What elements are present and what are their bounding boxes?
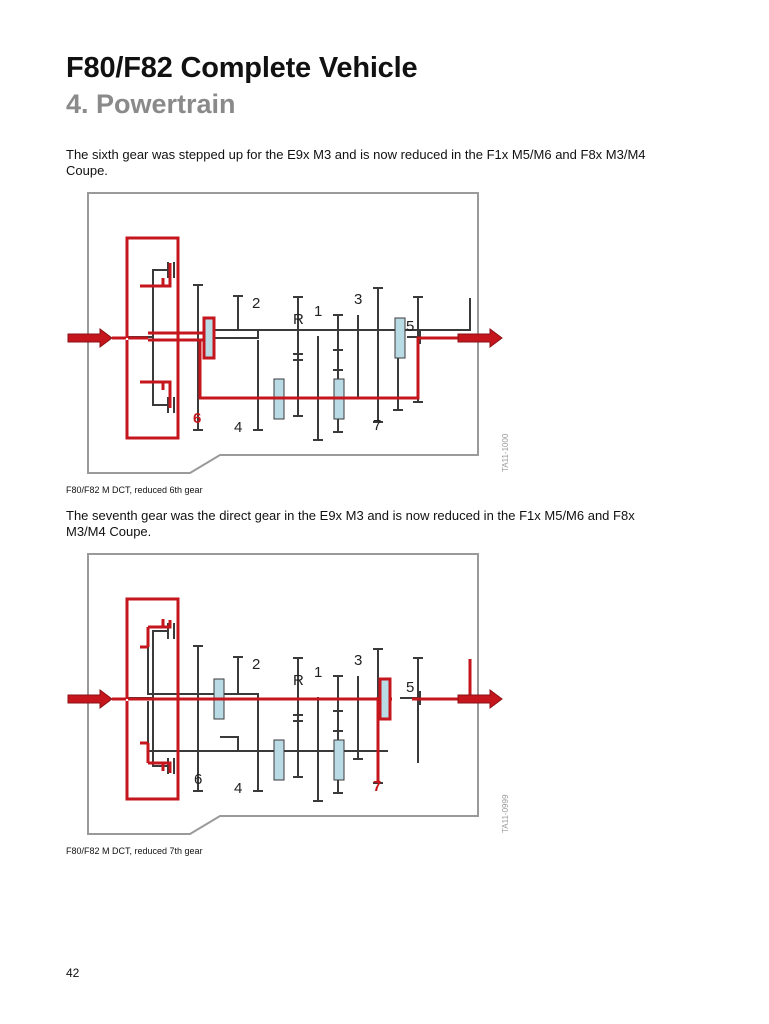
sync-sleeve bbox=[395, 318, 405, 358]
gear-label-2: 2 bbox=[252, 295, 261, 312]
diagram-reduced-7th-gear bbox=[60, 551, 520, 846]
gear-label-1: 1 bbox=[314, 664, 323, 681]
input-arrow bbox=[68, 329, 112, 347]
input-arrow bbox=[68, 690, 112, 708]
page-number: 42 bbox=[66, 966, 80, 980]
figure-caption-6th-gear: F80/F82 M DCT, reduced 6th gear bbox=[66, 485, 203, 495]
gear-label-2: 2 bbox=[252, 656, 261, 673]
diagram-reduced-6th-gear bbox=[60, 190, 520, 485]
output-arrow bbox=[458, 329, 502, 347]
gear-label-r: R bbox=[293, 311, 304, 328]
sync-sleeve-active bbox=[380, 679, 390, 719]
paragraph-sixth-gear: The sixth gear was stepped up for the E9x M3 and is now reduced in the F1x M5/M6 and F8x M3/M4 Coupe. bbox=[66, 147, 646, 178]
gear-label-6: 6 bbox=[193, 410, 202, 427]
gear-label-4: 4 bbox=[234, 780, 243, 797]
sync-sleeve bbox=[334, 740, 344, 780]
figure-caption-7th-gear: F80/F82 M DCT, reduced 7th gear bbox=[66, 846, 203, 856]
gear-label-5: 5 bbox=[406, 318, 415, 335]
output-arrow bbox=[458, 690, 502, 708]
gear-label-4: 4 bbox=[234, 419, 243, 436]
gear-label-r: R bbox=[293, 672, 304, 689]
page-title: F80/F82 Complete Vehicle bbox=[66, 52, 418, 84]
section-subtitle: 4. Powertrain bbox=[66, 89, 236, 119]
gear-label-1: 1 bbox=[314, 303, 323, 320]
gear-label-3: 3 bbox=[354, 652, 363, 669]
sync-sleeve-active bbox=[204, 318, 214, 358]
figure-code: TA11-1000 bbox=[501, 433, 510, 472]
gear-label-5: 5 bbox=[406, 679, 415, 696]
gear-label-6: 6 bbox=[194, 771, 203, 788]
sync-sleeve bbox=[274, 740, 284, 780]
figure-code: TA11-0999 bbox=[501, 794, 510, 833]
paragraph-seventh-gear: The seventh gear was the direct gear in the E9x M3 and is now reduced in the F1x M5/M6 and F8x M3/M4 Coupe. bbox=[66, 508, 635, 539]
gear-label-7: 7 bbox=[373, 778, 382, 795]
gear-label-3: 3 bbox=[354, 291, 363, 308]
gear-label-7: 7 bbox=[373, 417, 382, 434]
